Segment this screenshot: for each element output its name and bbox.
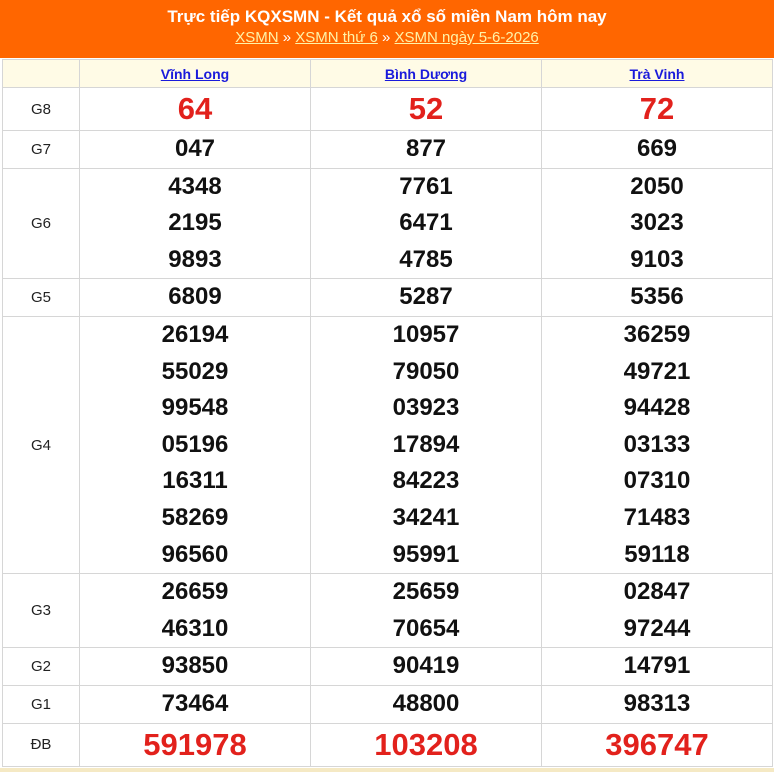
result-number: 26194: [161, 320, 229, 348]
breadcrumb-separator: »: [282, 29, 292, 46]
result-cell: [80, 279, 311, 317]
result-number: 72: [639, 91, 675, 126]
result-number: 73464: [161, 689, 229, 717]
results-table: [2, 59, 773, 767]
result-number: 84223: [392, 467, 460, 495]
result-number: 7761: [399, 172, 453, 200]
province-link-tra-vinh[interactable]: Trà Vinh: [629, 65, 685, 82]
result-cell: [542, 316, 773, 573]
result-cell: [311, 648, 542, 686]
result-cell: [80, 88, 311, 131]
prize-label: G6: [3, 168, 80, 279]
result-number: 46310: [161, 614, 229, 642]
result-number: 70654: [392, 614, 460, 642]
result-number: 25659: [392, 578, 460, 606]
result-number: 5287: [399, 283, 453, 311]
results-body: [3, 88, 773, 767]
breadcrumb-link-xsmn-thu-6[interactable]: XSMN thứ 6: [295, 29, 378, 46]
province-header: [311, 60, 542, 88]
result-cell: [80, 685, 311, 723]
result-number: 48800: [392, 689, 460, 717]
prize-row: [3, 685, 773, 723]
result-number: 669: [636, 135, 678, 162]
result-number: 99548: [161, 394, 229, 422]
result-cell: [80, 316, 311, 573]
prize-label: G1: [3, 685, 80, 723]
result-number: 17894: [392, 430, 460, 458]
result-number: 14791: [623, 652, 691, 680]
page-header: [0, 0, 774, 58]
result-cell: [80, 648, 311, 686]
prize-label: G5: [3, 279, 80, 317]
result-number: 4785: [399, 245, 453, 273]
page-title: Trực tiếp KQXSMN - Kết quả xổ số miền Nam hôm nay: [167, 7, 607, 26]
result-cell: [542, 574, 773, 648]
result-number: 877: [405, 135, 447, 162]
result-number: 6471: [399, 209, 453, 237]
special-prize-number: 591978: [143, 726, 247, 762]
province-link-binh-duong[interactable]: Bình Dương: [384, 65, 468, 82]
result-number: 2195: [168, 209, 222, 237]
result-cell: [542, 88, 773, 131]
result-number: 79050: [392, 357, 460, 385]
prize-row: [3, 88, 773, 131]
breadcrumb: [0, 26, 774, 47]
result-cell: [80, 131, 311, 169]
province-header: [80, 60, 311, 88]
prize-label: G7: [3, 131, 80, 169]
province-header-row: [3, 60, 773, 88]
result-cell: [311, 279, 542, 317]
result-cell: [542, 723, 773, 766]
breadcrumb-link-xsmn-date[interactable]: XSMN ngày 5-6-2026: [394, 29, 539, 46]
province-link-vinh-long[interactable]: Vĩnh Long: [160, 65, 230, 82]
result-number: 03923: [392, 394, 460, 422]
special-prize-number: 396747: [605, 726, 709, 762]
result-number: 9103: [630, 245, 684, 273]
result-cell: [542, 168, 773, 279]
result-cell: [542, 131, 773, 169]
result-number: 03133: [623, 430, 691, 458]
result-number: 98313: [623, 689, 691, 717]
result-number: 52: [408, 91, 444, 126]
result-number: 90419: [392, 652, 460, 680]
prize-row: [3, 648, 773, 686]
result-number: 49721: [623, 357, 691, 385]
result-cell: [542, 279, 773, 317]
result-cell: [80, 168, 311, 279]
prize-row: [3, 574, 773, 648]
prize-row: [3, 316, 773, 573]
prize-label: G3: [3, 574, 80, 648]
result-number: 07310: [623, 467, 691, 495]
result-number: 94428: [623, 394, 691, 422]
result-cell: [80, 574, 311, 648]
result-number: 26659: [161, 578, 229, 606]
result-number: 58269: [161, 503, 229, 531]
result-cell: [311, 574, 542, 648]
result-number: 05196: [161, 430, 229, 458]
result-number: 16311: [162, 467, 228, 495]
breadcrumb-link-xsmn[interactable]: XSMN: [235, 29, 279, 46]
result-number: 047: [174, 135, 216, 162]
result-number: 3023: [630, 209, 684, 237]
result-number: 64: [177, 91, 213, 126]
result-number: 97244: [623, 614, 691, 642]
result-number: 95991: [392, 540, 460, 568]
result-cell: [542, 648, 773, 686]
prize-label: G2: [3, 648, 80, 686]
special-prize-number: 103208: [374, 726, 478, 762]
prize-row: [3, 168, 773, 279]
result-number: 34241: [392, 503, 460, 531]
breadcrumb-separator: »: [382, 29, 391, 46]
prize-row: [3, 131, 773, 169]
result-number: 4348: [168, 172, 222, 200]
prize-label: G4: [3, 316, 80, 573]
result-number: 55029: [161, 357, 229, 385]
province-header: [542, 60, 773, 88]
result-cell: [311, 316, 542, 573]
prize-label: G8: [3, 88, 80, 131]
result-number: 5356: [630, 283, 684, 311]
footer-divider: [0, 768, 774, 772]
result-number: 6809: [168, 283, 222, 311]
prize-row: [3, 723, 773, 766]
result-number: 9893: [168, 245, 222, 273]
result-number: 36259: [623, 320, 691, 348]
result-cell: [311, 685, 542, 723]
result-number: 93850: [161, 652, 229, 680]
result-cell: [311, 723, 542, 766]
result-number: 71483: [623, 503, 691, 531]
result-cell: [311, 131, 542, 169]
result-cell: [80, 723, 311, 766]
result-number: 02847: [623, 578, 691, 606]
result-number: 96560: [161, 540, 229, 568]
result-number: 59118: [624, 540, 690, 568]
result-number: 2050: [630, 172, 684, 200]
result-cell: [311, 168, 542, 279]
result-cell: [311, 88, 542, 131]
result-number: 10957: [392, 320, 460, 348]
prize-column-header: [3, 60, 80, 88]
result-cell: [542, 685, 773, 723]
prize-label: ĐB: [3, 723, 80, 766]
prize-row: [3, 279, 773, 317]
